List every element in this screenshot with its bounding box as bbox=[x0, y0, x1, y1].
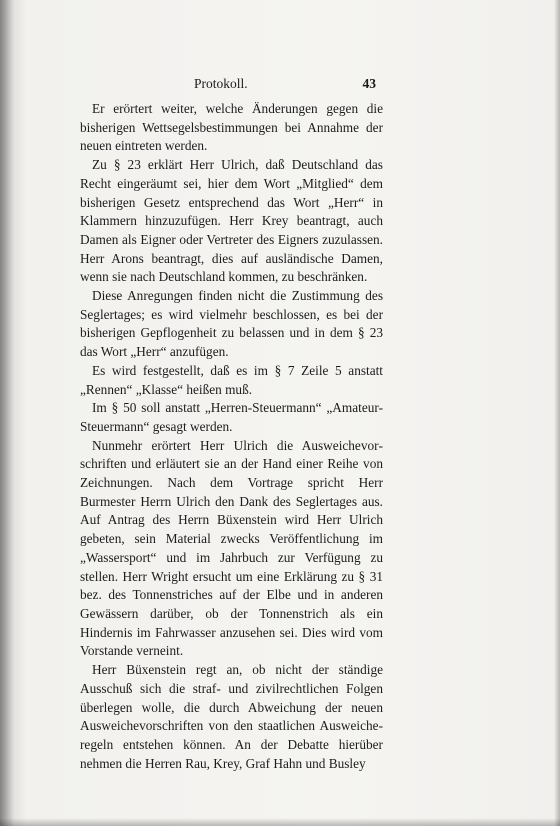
paragraph: Diese Anregungen finden nicht die Zustimmung des Seglertages; es wird vielmehr beschlossen, es bei der bisherigen Gepflogenheit zu belassen und in dem § 23 das Wort „Herr“ anzufügen. bbox=[80, 288, 383, 360]
paragraph: Es wird festgestellt, daß es im § 7 Zeile 5 anstatt „Rennen“ „Klasse“ heißen muß. bbox=[80, 362, 383, 397]
page-edge-bottom bbox=[0, 818, 560, 826]
page-number: 43 bbox=[362, 76, 376, 91]
paragraph: Er erörtert weiter, welche Änderungen gegen die bisherigen Wettsegelsbestimmungen bei Annahme der neuen eintreten werden. bbox=[80, 101, 383, 154]
spine-shadow bbox=[0, 0, 14, 826]
page-edge-right bbox=[554, 0, 560, 826]
paragraph: Im § 50 soll anstatt „Herren-Steuermann“ „Amateur-Steuermann“ gesagt werden. bbox=[80, 400, 383, 434]
running-header bbox=[80, 76, 376, 94]
paragraph: Nunmehr erörtert Herr Ulrich die Ausweichevorschriften und erläutert sie an der Hand einer Reihe von Zeichnungen. Nach dem Vortrage spricht Herr Burmester Herrn Ulrich den Dank des Seglertages aus. Auf Antrag des Herrn Büxenstein wird Herr Ulrich gebeten, sein Material zwecks Veröffentlichung im „Wassersport“ und im Jahrbuch zur Verfügung zu stellen. Herr Wright ersucht um eine Erklärung zu § 31 bez. des Tonnenstriches auf der Elbe und in anderen Gewässern darüber, ob der Tonnenstrich als ein Hindernis im Fahrwasser anzusehen sei. Dies wird vom Vorstande verneint. bbox=[80, 437, 383, 659]
body-text bbox=[80, 100, 383, 773]
paragraph: Herr Büxenstein regt an, ob nicht der ständige Ausschuß sich die straf- und zivilrechtlichen Folgen überlegen wolle, die durch Abweichung der neuen Ausweichevorschriften von den staatlichen Ausweicheregeln entstehen können. An der Debatte hierüber nehmen die Herren Rau, Krey, Graf Hahn und Busley bbox=[80, 662, 383, 771]
running-title: Protokoll. bbox=[194, 76, 248, 91]
paragraph: Zu § 23 erklärt Herr Ulrich, daß Deutschland das Recht eingeräumt sei, hier dem Wort „Mitglied“ dem bisherigen Gesetz entsprechend das Wort „Herr“ in Klammern hinzuzufügen. Herr Krey beantragt, auch Damen als Eigner oder Vertreter des Eigners zuzulassen. Herr Arons beantragt, dies auf ausländische Damen, wenn sie nach Deutschland kommen, zu beschränken. bbox=[80, 157, 383, 285]
